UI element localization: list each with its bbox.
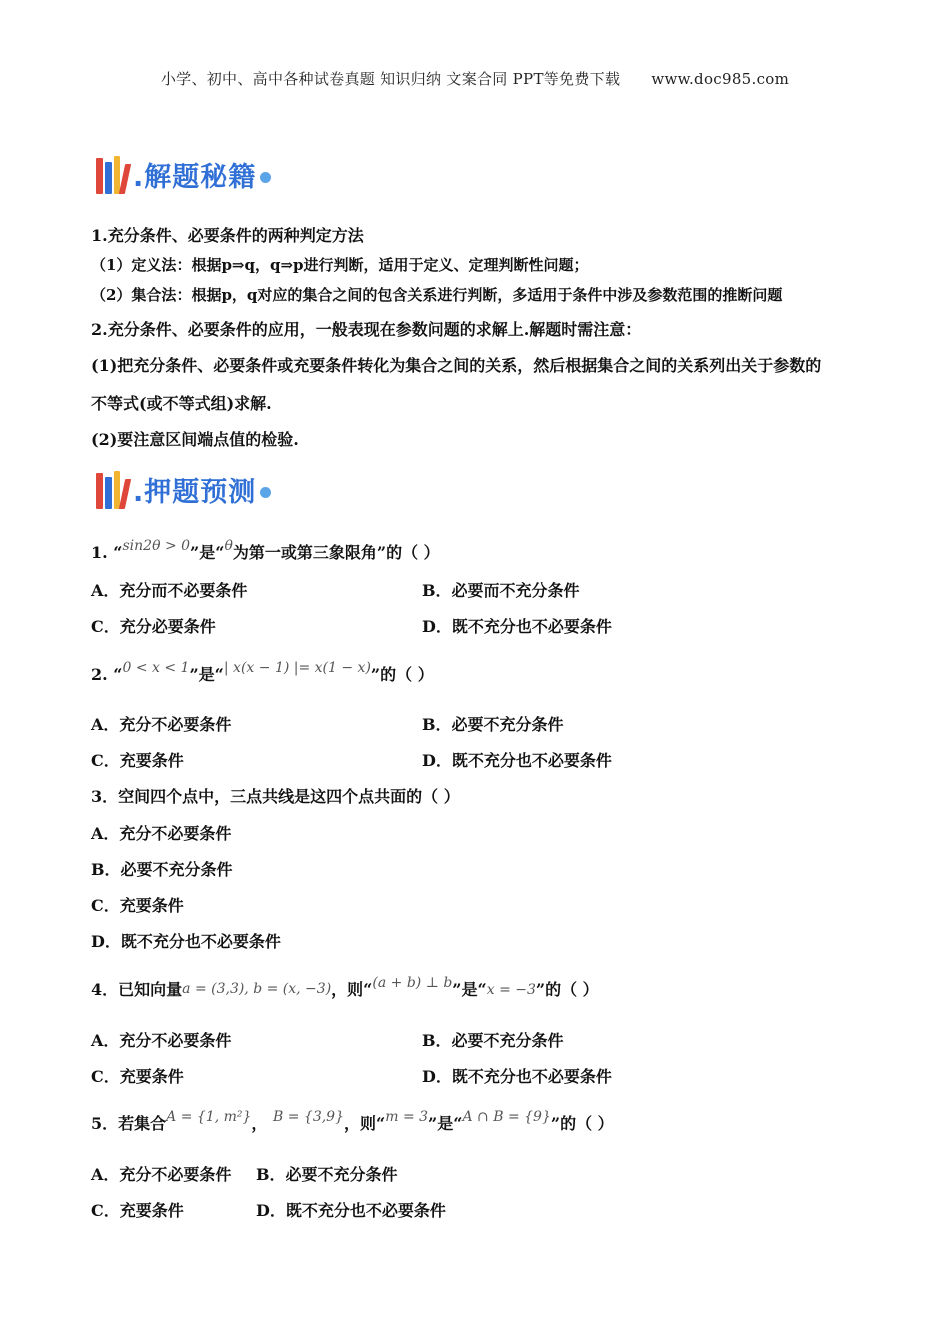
formula: B = {3,9} — [273, 1109, 344, 1125]
q4-option-c[interactable]: C．充要条件 — [91, 1067, 184, 1086]
q5-option-c[interactable]: C．充要条件 — [91, 1201, 184, 1220]
q4-option-d[interactable]: D．既不充分也不必要条件 — [422, 1067, 612, 1086]
q2-option-c[interactable]: C．充要条件 — [91, 751, 184, 770]
section-title: .解题秘籍 — [133, 161, 257, 193]
q5-option-a[interactable]: A．充分不必要条件 — [91, 1165, 232, 1184]
formula: θ — [224, 538, 233, 554]
quote-open: “ — [113, 665, 123, 684]
tip-2b: (2)要注意区间端点值的检验. — [91, 430, 299, 449]
q3-option-b[interactable]: B．必要不充分条件 — [91, 860, 233, 879]
stem-text: 5．若集合 — [91, 1114, 167, 1133]
q4-option-b[interactable]: B．必要不充分条件 — [422, 1031, 564, 1050]
q1-option-c[interactable]: C．充分必要条件 — [91, 617, 216, 636]
quote-open: “ — [113, 543, 123, 562]
question-4-stem — [91, 977, 599, 1000]
formula: sin2θ > 0 — [122, 538, 191, 554]
question-number: 2. — [91, 665, 108, 684]
q3-option-c[interactable]: C．充要条件 — [91, 896, 184, 915]
tip-2: 2.充分条件、必要条件的应用，一般表现在参数问题的求解上.解题时需注意： — [91, 320, 642, 339]
formula: m = 3 — [385, 1109, 429, 1125]
tip-1b: （2）集合法：根据p，q对应的集合之间的包含关系进行判断，多适用于条件中涉及参数范围的推断问题 — [91, 286, 783, 304]
stem-text: ”是“ — [189, 665, 224, 684]
formula: | x(x − 1) |= x(1 − x) — [223, 660, 371, 676]
stem-text: ”是“ — [190, 543, 225, 562]
q5-option-b[interactable]: B．必要不充分条件 — [256, 1165, 398, 1184]
q2-option-a[interactable]: A．充分不必要条件 — [91, 715, 232, 734]
tip-2a: (1)把充分条件、必要条件或充要条件转化为集合之间的关系，然后根据集合之间的关系列出关于参数的 — [91, 356, 822, 375]
formula: (a + b) ⊥ b — [372, 975, 453, 991]
header-site: www.doc985.com — [651, 70, 790, 88]
stem-text: ， — [251, 1114, 268, 1133]
books-icon — [96, 469, 130, 509]
q5-option-d[interactable]: D．既不充分也不必要条件 — [256, 1201, 446, 1220]
dot-icon — [260, 172, 271, 183]
formula: 0 < x < 1 — [122, 660, 190, 676]
stem-text: ”的（ ） — [535, 980, 599, 999]
tip-1a: （1）定义法：根据p⇒q，q⇒p进行判断，适用于定义、定理判断性问题； — [91, 256, 589, 274]
stem-text: ”的（ ） — [550, 1114, 614, 1133]
formula: a = (3,3), b = (x, −3) — [182, 981, 332, 997]
stem-text: ”的（ ） — [370, 665, 434, 684]
section-title: .押题预测 — [133, 476, 257, 508]
q3-option-a[interactable]: A．充分不必要条件 — [91, 824, 232, 843]
question-3-stem: 3．空间四个点中，三点共线是这四个点共面的（ ） — [91, 787, 460, 806]
formula: A = {1, m²} — [166, 1109, 252, 1125]
stem-text: ，则“ — [331, 980, 373, 999]
stem-text: ，则“ — [344, 1114, 386, 1133]
tip-1: 1.充分条件、必要条件的两种判定方法 — [91, 226, 364, 245]
question-number: 1. — [91, 543, 108, 562]
stem-text: 4．已知向量 — [91, 980, 183, 999]
q1-option-a[interactable]: A．充分而不必要条件 — [91, 581, 248, 600]
question-2-stem — [91, 662, 434, 685]
q2-option-b[interactable]: B．必要不充分条件 — [422, 715, 564, 734]
q3-option-d[interactable]: D．既不充分也不必要条件 — [91, 932, 281, 951]
q1-option-b[interactable]: B．必要而不充分条件 — [422, 581, 580, 600]
formula: x = −3 — [486, 982, 536, 998]
question-5-stem — [91, 1111, 614, 1134]
stem-text: ”是“ — [452, 980, 487, 999]
section-banner-predict — [96, 467, 271, 511]
page-header — [0, 68, 950, 89]
dot-icon — [260, 487, 271, 498]
q2-option-d[interactable]: D．既不充分也不必要条件 — [422, 751, 612, 770]
q1-option-d[interactable]: D．既不充分也不必要条件 — [422, 617, 612, 636]
books-icon — [96, 154, 130, 194]
stem-text: 为第一或第三象限角”的（ ） — [232, 543, 440, 562]
question-1-stem — [91, 540, 440, 563]
section-banner-tips — [96, 152, 271, 196]
tip-2a-cont: 不等式(或不等式组)求解. — [91, 394, 272, 413]
formula: A ∩ B = {9} — [462, 1109, 551, 1125]
stem-text: ”是“ — [428, 1114, 463, 1133]
q4-option-a[interactable]: A．充分不必要条件 — [91, 1031, 232, 1050]
header-text: 小学、初中、高中各种试卷真题 知识归纳 文案合同 PPT等免费下载 — [160, 70, 621, 88]
